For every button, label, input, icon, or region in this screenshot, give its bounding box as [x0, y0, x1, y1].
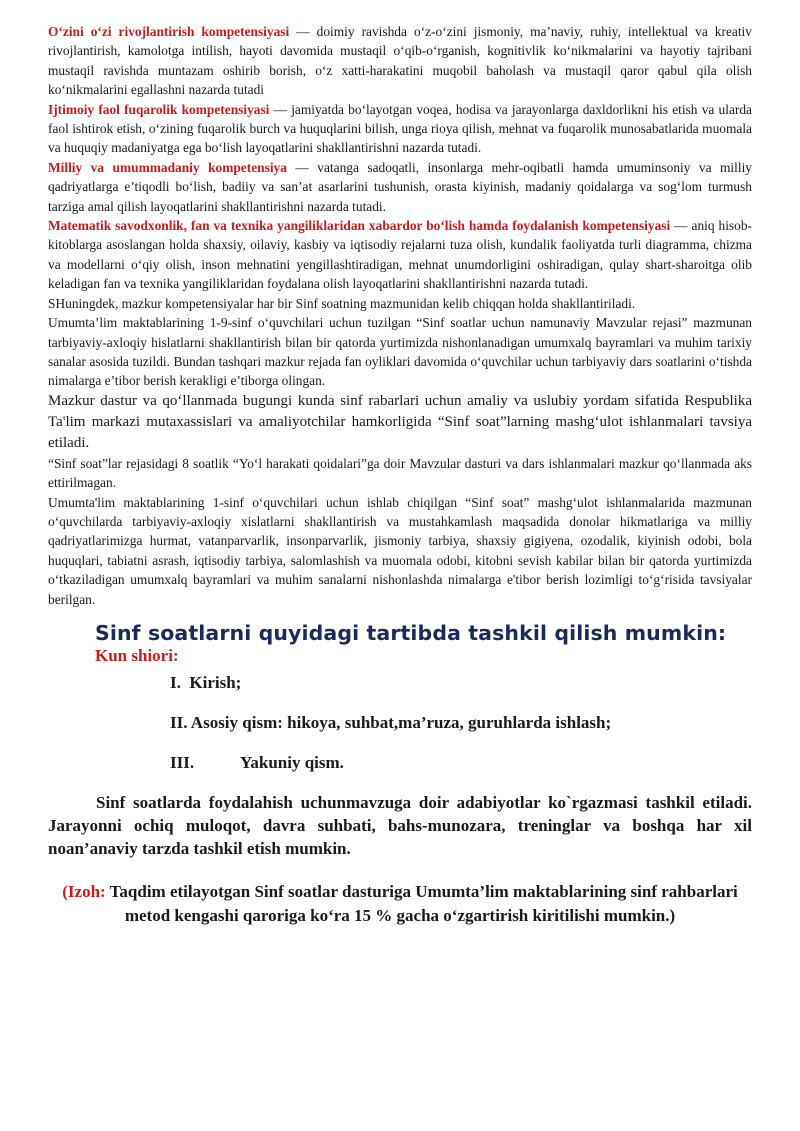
plan-item-text: Asosiy qism: hikoya, suhbat,ma’ruza, guruhlarda ishlash; — [190, 712, 612, 732]
body-paragraph: SHuningdek, mazkur kompetensiyalar har bir Sinf soatning mazmunidan kelib chiqqan holda shakllantiriladi. — [48, 295, 636, 311]
competency-paragraph-cultural — [48, 158, 752, 216]
competency-description: — jamiyatda bo‘layotgan voqea, hodisa va jarayonlarga daxldorlikni his etish va ularda faol ishtirok etish, o‘zining fuqarolik burch va huquqlarini bilish, unga rioya qilish, mehnat va fuqarolik munosabatlarida muomala va huquqiy madaniyatga ega bo‘lish layoqatlarini shakllantirishni nazarda tutadi. — [48, 101, 752, 156]
competency-description: — doimiy ravishda o‘z-o‘zini jismoniy, ma’naviy, ruhiy, intellektual va kreativ rivojlantirish, kamolotga intilish, hayoti davomida mustaqil o‘qib-o‘rganish, kognitivlik ko‘nikmalarini va hayotiy tajribani mustaqil ravishda muntazam oshirib borish, o‘z xatti-harakatini muqobil baholash va mustaqil qaror qabul qila olish ko‘nikmalarini egallashni nazarda tutadi — [48, 24, 752, 98]
note-paragraph — [48, 880, 752, 928]
body-paragraph: Mazkur dastur va qo‘llanmada bugungi kunda sinf rabarlari uchun amaliy va uslubiy yordam sifatida Respublika Ta'lim markazi mutaxassislari va amaliyotchilar hamkorligida “Sinf soat”larning mashg‘ulot ishlanmalari tavsiya etiladi. — [48, 392, 752, 451]
bold-paragraph: Sinf soatlarda foydalahish uchunmavzuga doir adabiyotlar ko`rgazmasi tashkil etiladi. Jarayonni ochiq muloqot, davra suhbati, bahs-munozara, treninglar va boshqa har xil noan’anaviy tarzda tashkil etish mumkin. — [48, 792, 752, 858]
plan-item-final — [170, 753, 752, 773]
plan-item-text: Yakuniy qism. — [240, 752, 344, 772]
plan-item-text: Kirish; — [189, 672, 242, 692]
note-open-paren: ( — [62, 881, 68, 901]
note-label: Izoh: — [67, 881, 106, 901]
competency-term: Matematik savodxonlik, fan va texnika yangiliklaridan xabardor bo‘lish hamda foydalanish kompetensiyasi — [48, 218, 671, 234]
body-paragraph: “Sinf soat”lar rejasidagi 8 soatlik “Yo‘l harakati qoidalari”ga doir Mavzular dasturi va dars ishlanmalari mazkur qo‘llanmada aks ettirilmagan. — [48, 455, 752, 491]
competency-term: O‘zini o‘zi rivojlantirish kompetensiyasi — [48, 24, 290, 39]
competency-paragraph-math — [48, 216, 752, 294]
body-paragraph: Umumta’lim maktablarining 1-9-sinf o‘quvchilari uchun tuzilgan “Sinf soatlar uchun namunaviy Mavzular rejasi” mazmunan tarbiyaviy-axloqiy hislatlarni shakllantirish bilan bir qatorda yurtimizda nishonlanadigan umumxalq bayramlari va muhim tarixiy sanalar asosida tuzildi. Bundan tashqari mazkur rejada fan oyliklari davomida o‘quvchilar uchun tarbiyaviy dars soatlarini o‘tishda nimalarga e’tibor berish kerakligi e’tiborga olingan. — [48, 315, 752, 389]
competency-description: — vatanga sadoqatli, insonlarga mehr-oqibatli hamda umuminsoniy va milliy qadriyatlarga e’tiqodli bo‘lish, badiiy va san’at asarlarini tushunish, orasta kiyinish, madaniy qoidalarga va sog‘lom turmush tarziga amal qilish layoqatlarini shakllantirishni nazarda tutadi. — [48, 159, 752, 214]
kun-shiori-label: Kun shiori: — [95, 645, 179, 665]
plan-item-number: II. — [170, 712, 188, 732]
section-heading: Sinf soatlarni quyidagi tartibda tashkil qilish mumkin: — [95, 620, 727, 645]
plan-item-intro — [170, 673, 752, 693]
competency-paragraph-self-development — [48, 22, 752, 100]
competency-term: Milliy va umummadaniy kompetensiya — [48, 159, 287, 175]
competency-description: — aniq hisob-kitoblarga asoslangan holda shaxsiy, oilaviy, kasbiy va iqtisodiy rejalarni tuza olish, kundalik faoliyatda turli diagramma, chizma va modellarni o‘qiy olish, inson mehnatini yengillashtiradigan, mehnat unumdorligini oshiradigan, qulay shart-sharoitga olib keladigan fan va texnika yangiliklaridan foydalana olish layoqatlarini shakllantirishni nazarda tutadi. — [48, 218, 752, 292]
plan-item-number: III. — [170, 752, 195, 772]
competency-paragraph-civic — [48, 100, 752, 158]
plan-item-main — [170, 713, 752, 733]
plan-item-number: I. — [170, 672, 181, 692]
note-text: Taqdim etilayotgan Sinf soatlar dasturiga Umumta’lim maktablarining sinf rahbarlari metod kengashi qaroriga ko‘ra 15 % gacha o‘zgartirish kiritilishi mumkin.) — [105, 881, 738, 925]
competency-term: Ijtimoiy faol fuqarolik kompetensiyasi — [48, 101, 270, 117]
body-paragraph: Umumta'lim maktablarining 1-sinf o‘quvchilari uchun ishlab chiqilgan “Sinf soat” mashg‘ulot ishlanmalarida mazmunan o‘quvchilarda tarbiyaviy-axloqiy xislatlarni shakllantirish va mustahkamlash maqsadida donolar hikmatlariga va milliy qadriyatlarimizga hurmat, vatanparvarlik, insonparvarlik, jismoniy tarbiya, shaxsiy gigiyena, ozodalik, kiyinish odobi, bola huquqlari, tabiatni asrash, iqtisodiy tarbiya, salomlashish va muomala odobi, kitobni sevish kabilar bilan bir qatorda yurtimizda o‘tkaziladigan umumxalq bayramlari va muhim sanalarni nishonlashda nimalarga e'tibor berish lozimligi to‘g‘risida tavsiyalar berilgan. — [48, 494, 752, 607]
